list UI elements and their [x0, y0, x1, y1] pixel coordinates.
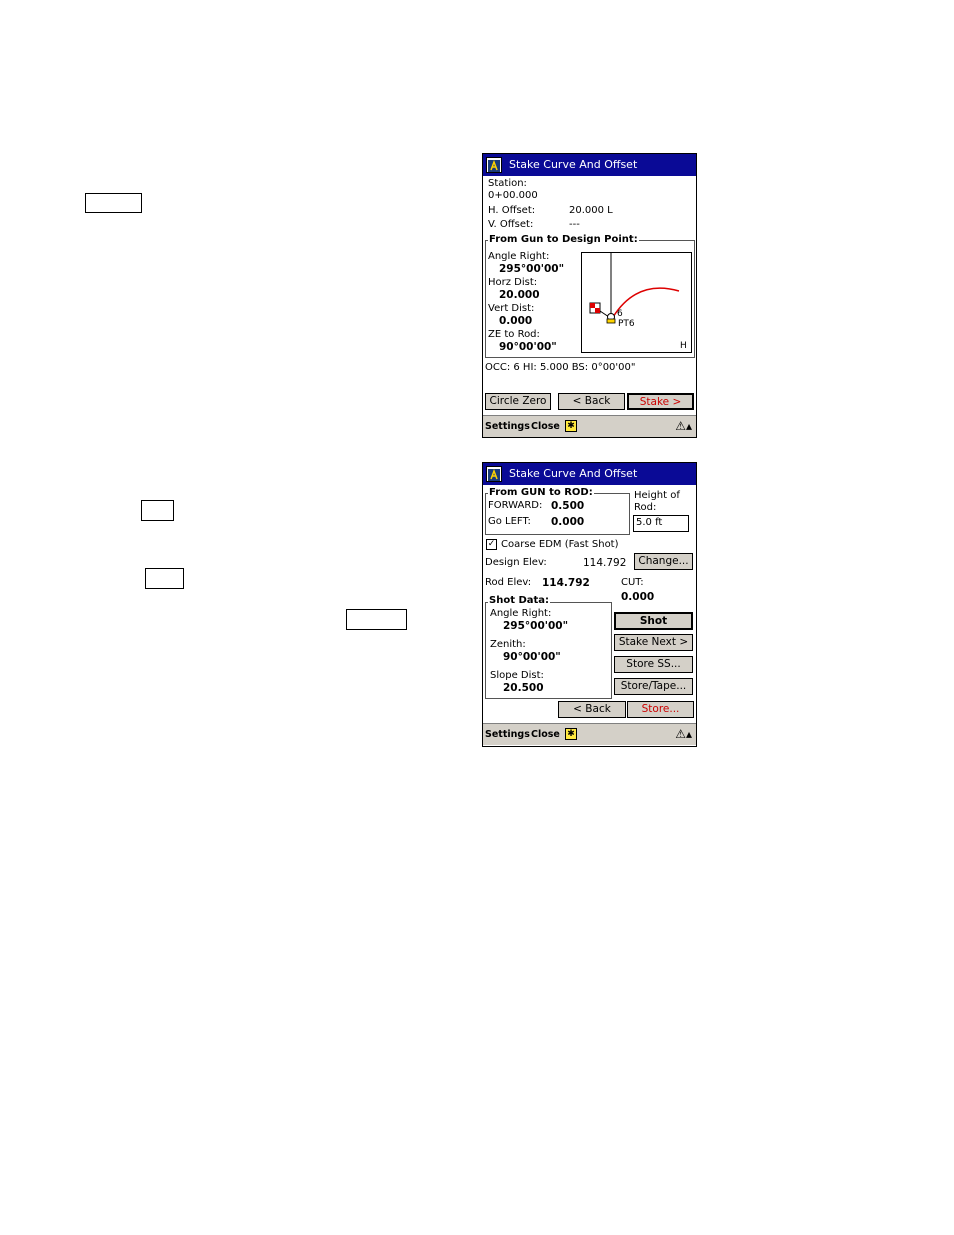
- circle-zero-button[interactable]: Circle Zero: [485, 393, 551, 410]
- app-logo-icon[interactable]: [486, 157, 502, 173]
- close-menu[interactable]: Close: [531, 421, 560, 432]
- zenith-label: Zenith:: [490, 639, 526, 650]
- ze-rod-value: 90°00'00": [499, 341, 557, 353]
- change-button[interactable]: Change...: [634, 553, 693, 570]
- stake-screen-1: [482, 153, 697, 438]
- slope-dist-value: 20.500: [503, 682, 544, 694]
- empty-button-box-3: [145, 568, 184, 589]
- design-elev-value: 114.792: [583, 557, 627, 569]
- empty-button-box-4: [346, 609, 407, 630]
- coarse-edm-checkbox[interactable]: ✓: [487, 539, 496, 549]
- cut-value: 0.000: [621, 591, 655, 603]
- shot-angle-right-label: Angle Right:: [490, 608, 552, 619]
- h-offset-value: 20.000 L: [569, 205, 613, 216]
- shot-data-title: Shot Data:: [489, 595, 550, 606]
- window-title: Stake Curve And Offset: [509, 158, 638, 171]
- height-rod-label-2: Rod:: [634, 502, 657, 513]
- forward-label: FORWARD:: [488, 500, 543, 511]
- station-label: Station:: [488, 178, 527, 189]
- title-bar: [483, 154, 696, 176]
- v-offset-label: V. Offset:: [488, 219, 534, 230]
- slope-dist-label: Slope Dist:: [490, 670, 544, 681]
- command-bar: [483, 415, 696, 437]
- angle-right-label: Angle Right:: [488, 251, 550, 262]
- go-left-label: Go LEFT:: [488, 516, 531, 527]
- zenith-value: 90°00'00": [503, 651, 561, 663]
- star-icon[interactable]: ✱: [565, 420, 577, 432]
- forward-value: 0.500: [551, 500, 585, 512]
- close-menu[interactable]: Close: [531, 729, 560, 740]
- station-value: 0+00.000: [488, 190, 538, 201]
- settings-menu[interactable]: Settings: [485, 421, 530, 432]
- map-corner-label: H: [680, 341, 687, 351]
- shot-angle-right-value: 295°00'00": [503, 620, 569, 632]
- ze-rod-label: ZE to Rod:: [488, 329, 540, 340]
- stake-button[interactable]: Stake >: [627, 393, 694, 410]
- app-logo-icon[interactable]: [486, 466, 502, 482]
- empty-button-box-1: [85, 193, 142, 213]
- settings-menu[interactable]: Settings: [485, 729, 530, 740]
- v-offset-value: ---: [569, 219, 580, 230]
- stake-screen-2: [482, 462, 697, 747]
- angle-right-value: 295°00'00": [499, 263, 565, 275]
- height-rod-label-1: Height of: [634, 490, 680, 501]
- back-button[interactable]: < Back: [558, 701, 626, 718]
- go-left-value: 0.000: [551, 516, 585, 528]
- map-point-number: 6: [617, 309, 623, 319]
- store-ss-button[interactable]: Store SS...: [614, 656, 693, 673]
- map-point-label: PT6: [618, 319, 635, 329]
- status-line: OCC: 6 HI: 5.000 BS: 0°00'00": [485, 362, 636, 373]
- h-offset-label: H. Offset:: [488, 205, 536, 216]
- gun-to-design-title: From Gun to Design Point:: [489, 234, 638, 245]
- rod-elev-value: 114.792: [542, 577, 590, 589]
- back-button[interactable]: < Back: [558, 393, 625, 410]
- keyboard-sip-icon[interactable]: ⚠▴: [675, 419, 692, 433]
- window-title: Stake Curve And Offset: [509, 467, 638, 480]
- store-button[interactable]: Store...: [627, 701, 694, 718]
- shot-button[interactable]: Shot: [614, 612, 693, 630]
- command-bar: [483, 723, 696, 745]
- stake-next-button[interactable]: Stake Next >: [614, 634, 693, 651]
- cut-label: CUT:: [621, 577, 644, 588]
- height-rod-input[interactable]: 5.0 ft: [633, 515, 689, 532]
- design-elev-label: Design Elev:: [485, 557, 547, 568]
- coarse-edm-label[interactable]: Coarse EDM (Fast Shot): [501, 539, 619, 550]
- vert-dist-label: Vert Dist:: [488, 303, 535, 314]
- keyboard-sip-icon[interactable]: ⚠▴: [675, 727, 692, 741]
- gun-to-rod-title: From GUN to ROD:: [489, 487, 593, 498]
- horz-dist-value: 20.000: [499, 289, 540, 301]
- store-tape-button[interactable]: Store/Tape...: [614, 678, 693, 695]
- vert-dist-value: 0.000: [499, 315, 533, 327]
- stake-map[interactable]: [581, 252, 692, 353]
- horz-dist-label: Horz Dist:: [488, 277, 538, 288]
- title-bar: [483, 463, 696, 485]
- empty-button-box-2: [141, 500, 174, 521]
- rod-elev-label: Rod Elev:: [485, 577, 532, 588]
- star-icon[interactable]: ✱: [565, 728, 577, 740]
